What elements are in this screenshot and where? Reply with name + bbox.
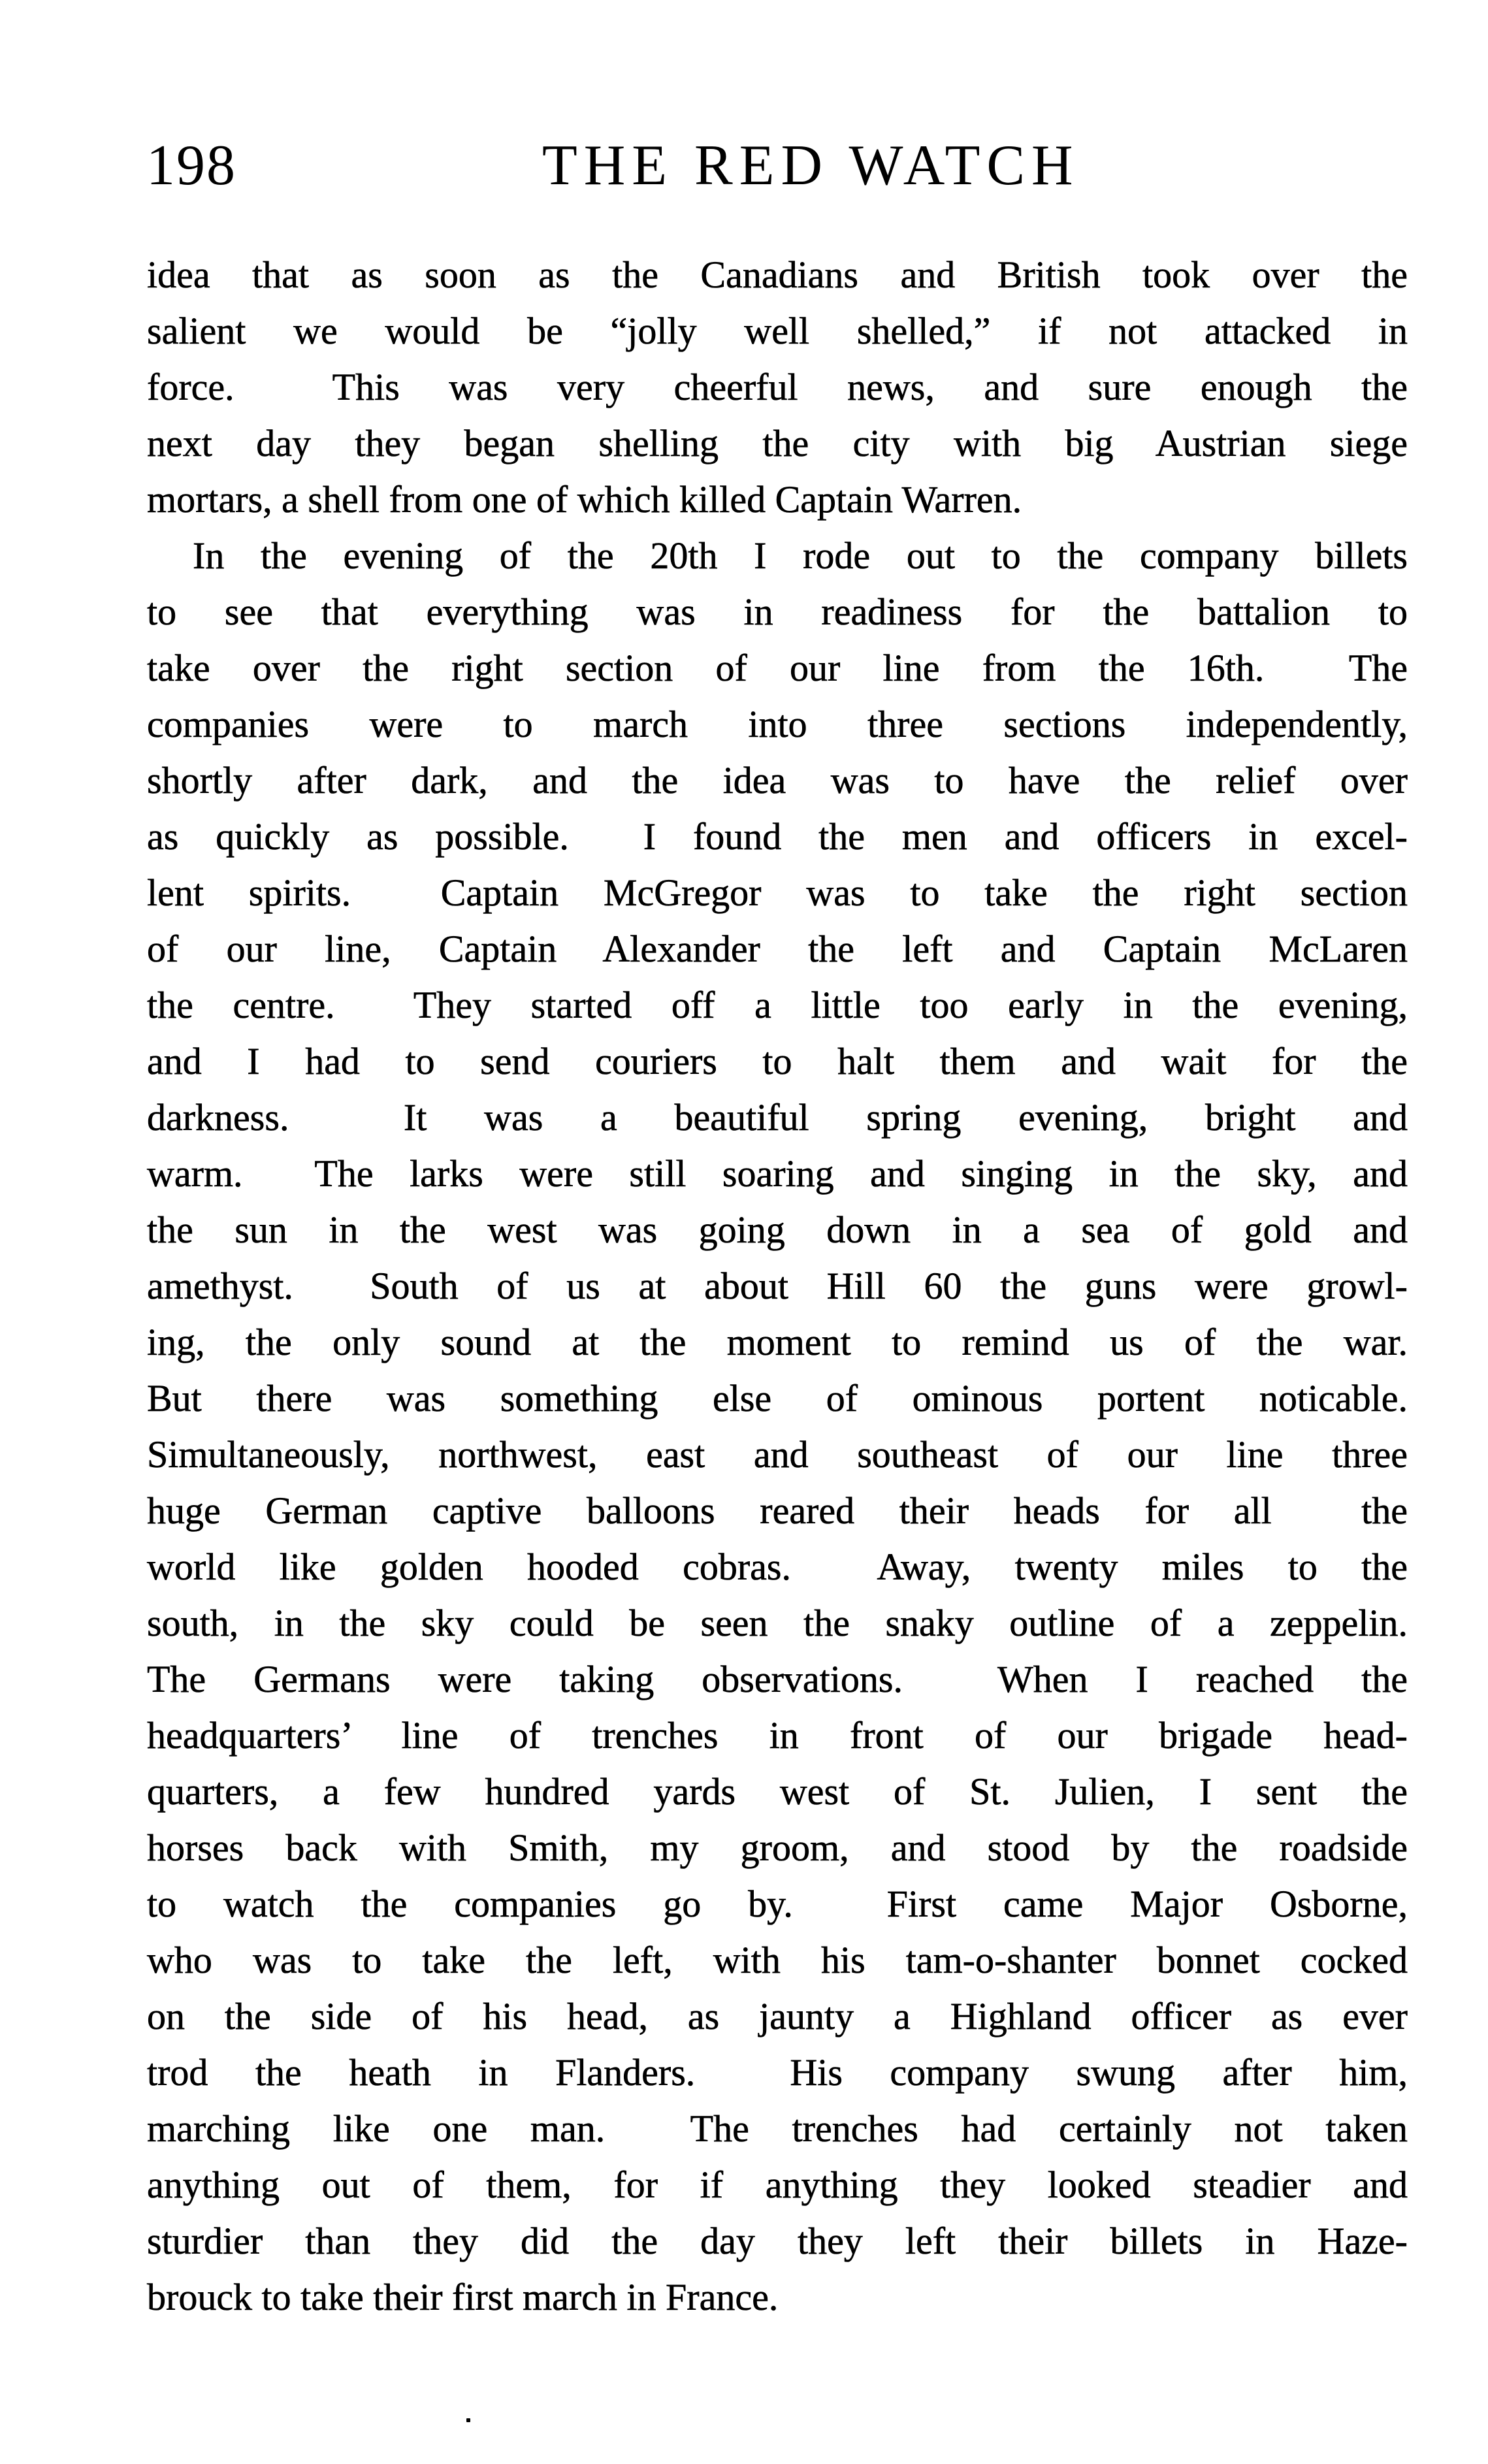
text-line: ing, the only sound at the moment to remind us of the war. xyxy=(147,1321,1408,1363)
text-line: force. This was very cheerful news, and sure enough the xyxy=(147,366,1408,408)
text-line: huge German captive balloons reared their heads for all the xyxy=(147,1489,1408,1532)
text-line: south, in the sky could be seen the snaky outline of a zeppelin. xyxy=(147,1602,1408,1644)
text-line: In the evening of the 20th I rode out to the company billets xyxy=(193,534,1408,577)
text-line: the sun in the west was going down in a sea of gold and xyxy=(147,1208,1408,1251)
text-line: next day they began shelling the city with big Austrian siege xyxy=(147,422,1408,464)
body-text xyxy=(147,247,1408,2326)
page-number: 198 xyxy=(146,134,236,197)
text-line: of our line, Captain Alexander the left and Captain McLaren xyxy=(147,928,1408,970)
text-line: marching like one man. The trenches had certainly not taken xyxy=(147,2107,1408,2150)
text-line: to watch the companies go by. First came Major Osborne, xyxy=(147,1883,1408,1925)
text-line: take over the right section of our line from the 16th. The xyxy=(147,647,1408,689)
text-line: warm. The larks were still soaring and singing in the sky, and xyxy=(147,1152,1408,1195)
text-line: to see that everything was in readiness for the battalion to xyxy=(147,591,1408,633)
text-line: amethyst. South of us at about Hill 60 the guns were growl- xyxy=(147,1265,1408,1307)
text-line: salient we would be “jolly well shelled,” if not attacked in xyxy=(147,310,1408,352)
text-line: brouck to take their first march in France. xyxy=(147,2276,779,2318)
scan-speck xyxy=(466,2418,470,2422)
text-line: on the side of his head, as jaunty a Highland officer as ever xyxy=(147,1995,1408,2037)
text-line: The Germans were taking observations. When I reached the xyxy=(147,1658,1408,1700)
text-line: horses back with Smith, my groom, and stood by the roadside xyxy=(147,1826,1408,1869)
text-line: and I had to send couriers to halt them and wait for the xyxy=(147,1040,1408,1082)
text-line: mortars, a shell from one of which killed Captain Warren. xyxy=(147,478,1022,521)
text-line: trod the heath in Flanders. His company swung after him, xyxy=(147,2051,1408,2094)
text-line: But there was something else of ominous portent noticable. xyxy=(147,1377,1408,1419)
text-line: companies were to march into three sections independently, xyxy=(147,703,1408,745)
text-line: lent spirits. Captain McGregor was to take the right section xyxy=(147,871,1408,914)
text-line: Simultaneously, northwest, east and southeast of our line three xyxy=(147,1433,1408,1476)
text-line: who was to take the left, with his tam-o-shanter bonnet cocked xyxy=(147,1939,1408,1981)
text-line: headquarters’ line of trenches in front of our brigade head- xyxy=(147,1714,1408,1757)
text-line: shortly after dark, and the idea was to have the relief over xyxy=(147,759,1408,802)
text-line: world like golden hooded cobras. Away, twenty miles to the xyxy=(147,1546,1408,1588)
running-title: THE RED WATCH xyxy=(542,134,1080,197)
text-line: darkness. It was a beautiful spring evening, bright and xyxy=(147,1096,1408,1139)
text-line: sturdier than they did the day they left their billets in Haze- xyxy=(147,2220,1408,2262)
text-line: anything out of them, for if anything they looked steadier and xyxy=(147,2164,1408,2206)
text-line: the centre. They started off a little too early in the evening, xyxy=(147,984,1408,1026)
text-line: as quickly as possible. I found the men and officers in excel- xyxy=(147,815,1408,858)
text-line: quarters, a few hundred yards west of St. Julien, I sent the xyxy=(147,1770,1408,1813)
text-line: idea that as soon as the Canadians and British took over the xyxy=(147,253,1408,296)
